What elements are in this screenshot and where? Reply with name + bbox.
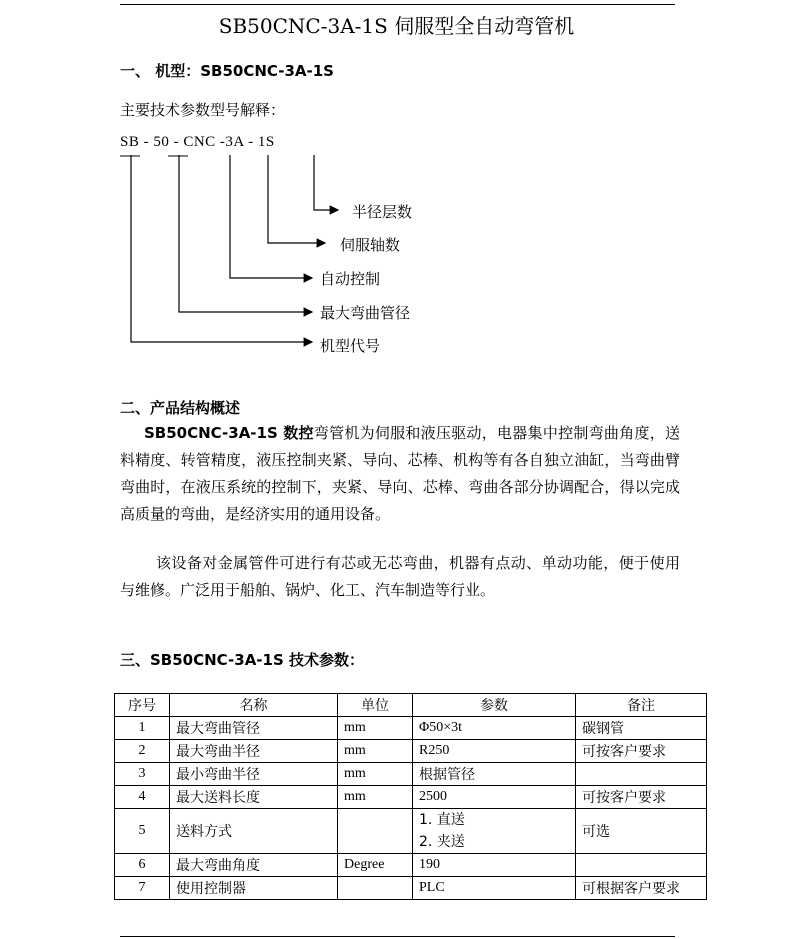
label-servo-axes: 伺服轴数	[340, 236, 401, 254]
label-auto-control: 自动控制	[320, 270, 381, 288]
cell-no: 7	[115, 877, 170, 900]
cell-name: 使用控制器	[170, 877, 338, 900]
cell-param: 2500	[413, 786, 576, 809]
cell-no: 2	[115, 740, 170, 763]
cell-name: 最大弯曲角度	[170, 854, 338, 877]
label-model-code: 机型代号	[320, 337, 381, 355]
cell-no: 3	[115, 763, 170, 786]
overview-paragraph-1	[120, 420, 680, 528]
cell-param: PLC	[413, 877, 576, 900]
cell-name: 最大弯曲管径	[170, 717, 338, 740]
arrow-3a	[268, 155, 325, 243]
table-row	[115, 763, 707, 786]
header-name: 名称	[170, 694, 338, 717]
cell-name: 最大送料长度	[170, 786, 338, 809]
cell-note: 可按客户要求	[576, 740, 707, 763]
cell-unit: mm	[338, 740, 413, 763]
header-no: 序号	[115, 694, 170, 717]
table-header-row	[115, 694, 707, 717]
cell-no: 4	[115, 786, 170, 809]
param-line: 1. 直送	[419, 812, 465, 828]
cell-param: Φ50×3t	[413, 717, 576, 740]
cell-no: 6	[115, 854, 170, 877]
cell-unit	[338, 877, 413, 900]
cell-note	[576, 854, 707, 877]
spec-table	[114, 693, 707, 900]
table-row	[115, 877, 707, 900]
table-row	[115, 854, 707, 877]
header-param: 参数	[413, 694, 576, 717]
cell-unit: Degree	[338, 854, 413, 877]
arrow-50	[179, 155, 312, 312]
model-intro: 主要技术参数型号解释：	[120, 101, 286, 119]
cell-no: 5	[115, 809, 170, 854]
cell-name: 最小弯曲半径	[170, 763, 338, 786]
section1-heading: 一、 机型：SB50CNC-3A-1S	[120, 62, 334, 80]
bottom-rule	[120, 936, 675, 937]
param-line: 2. 夹送	[419, 834, 465, 850]
header-note: 备注	[576, 694, 707, 717]
cell-unit: mm	[338, 763, 413, 786]
cell-name: 送料方式	[170, 809, 338, 854]
cell-note: 可选	[576, 809, 707, 854]
table-row	[115, 717, 707, 740]
cell-param	[413, 809, 576, 854]
arrow-1s	[314, 155, 338, 210]
cell-unit: mm	[338, 786, 413, 809]
table-row	[115, 740, 707, 763]
table-row	[115, 809, 707, 854]
cell-unit	[338, 809, 413, 854]
cell-unit: mm	[338, 717, 413, 740]
cell-note: 碳钢管	[576, 717, 707, 740]
cell-note: 可根据客户要求	[576, 877, 707, 900]
label-max-bend-dia: 最大弯曲管径	[320, 304, 411, 322]
cell-no: 1	[115, 717, 170, 740]
model-code-diagram	[0, 0, 793, 400]
section2-heading: 二、产品结构概述	[120, 399, 241, 417]
cell-param: 根据管径	[413, 763, 576, 786]
overview-lead: SB50CNC-3A-1S 数控	[144, 424, 314, 442]
overview-paragraph-2: 该设备对金属管件可进行有芯或无芯弯曲，机器有点动、单动功能，便于使用与维修。广泛用于船舶、锅炉、化工、汽车制造等行业。	[120, 554, 680, 599]
section3-heading: 三、SB50CNC-3A-1S 技术参数：	[120, 651, 364, 669]
table-row	[115, 786, 707, 809]
cell-param: 190	[413, 854, 576, 877]
cell-param: R250	[413, 740, 576, 763]
overview-text: 弯管机为伺服和液压驱动，电器集中控制弯曲角度，送料精度、转管精度，液压控制夹紧、导向、芯棒、机构等有各自独立油缸，当弯曲臂弯曲时，在液压系统的控制下，夹紧、导向、芯棒、弯曲各部分协调配合，得以完成高质量的弯曲，是经济实用的通用设备。	[120, 424, 680, 523]
model-code: SB - 50 - CNC -3A - 1S	[120, 134, 275, 150]
arrow-sb	[131, 155, 312, 342]
cell-note	[576, 763, 707, 786]
label-radius-layers: 半径层数	[352, 203, 413, 221]
page-title: SB50CNC-3A-1S 伺服型全自动弯管机	[218, 14, 575, 38]
cell-name: 最大弯曲半径	[170, 740, 338, 763]
header-unit: 单位	[338, 694, 413, 717]
arrow-cnc	[230, 155, 312, 278]
cell-note: 可按客户要求	[576, 786, 707, 809]
